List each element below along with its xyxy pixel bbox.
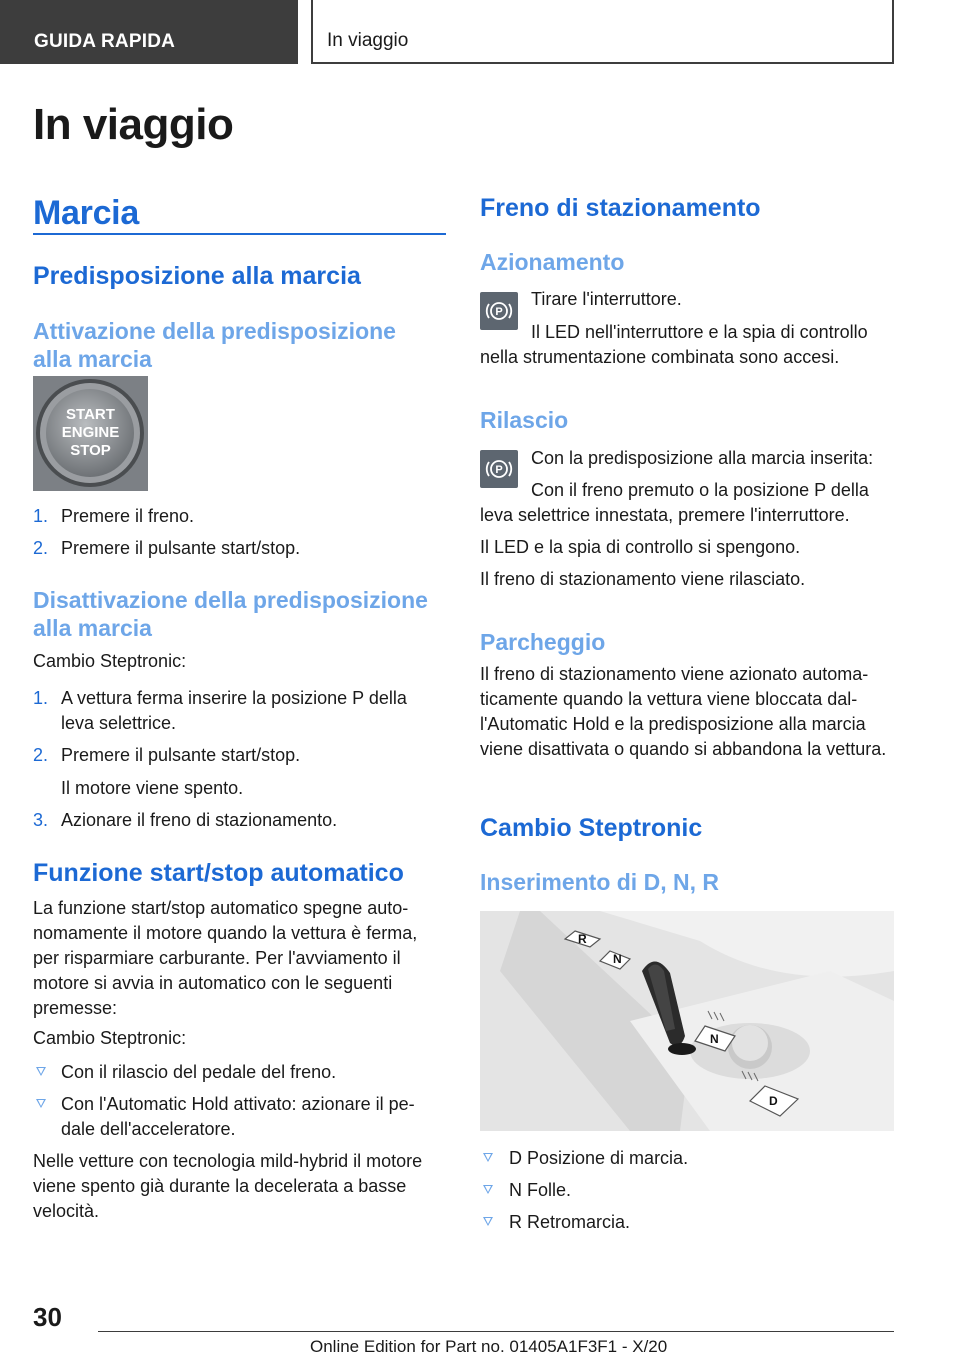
heading-attivazione: Attivazione della predisposizione alla marcia [33, 318, 396, 372]
rilascio-text-2: Con il freno premuto o la posizione P della leva selettrice innestata, premere l'interruttore. [480, 480, 869, 525]
heading-freno-stazionamento: Freno di stazionamento [480, 194, 761, 222]
rilascio-text-4: Il freno di stazionamento viene rilasciato. [480, 569, 806, 589]
gear-bullet-text: D Posizione di marcia. [509, 1148, 689, 1168]
bullet-triangle-icon [483, 1217, 493, 1226]
heading-startstop: Funzione start/stop automatico [33, 859, 404, 887]
header-section-label: GUIDA RAPIDA [34, 31, 176, 52]
heading-cambio-steptronic: Cambio Steptronic [480, 814, 703, 842]
gear-label-r: R [578, 932, 587, 946]
mildhybrid-paragraph: Nelle vetture con tecnologia mild-hybrid il motore viene spento già durante la decelerata a basse velocità. [33, 1151, 423, 1221]
gear-selector-image [480, 911, 894, 1131]
page-title: In viaggio [33, 100, 234, 149]
step-text: A vettura ferma inserire la posizione P della leva selettrice. [61, 688, 407, 733]
azionamento-text-1: Tirare l'interruttore. [531, 289, 682, 309]
bullet-triangle-icon [36, 1067, 46, 1076]
cambio-label: Cambio Steptronic: [33, 1028, 187, 1048]
heading-rule [33, 233, 446, 235]
step-number: 2. [33, 745, 49, 765]
gear-label-n: N [710, 1032, 719, 1046]
header-chapter-label: In viaggio [327, 30, 409, 51]
heading-predisposizione: Predisposizione alla marcia [33, 262, 361, 290]
gear-label-n: N [613, 952, 622, 966]
rilascio-text-1: Con la predisposizione alla marcia inserita: [531, 448, 874, 468]
button-text-stop: STOP [70, 442, 111, 459]
step-number: 3. [33, 810, 49, 830]
step-text: Premere il freno. [61, 506, 195, 526]
heading-parcheggio: Parcheggio [480, 629, 606, 655]
step-number: 1. [33, 506, 49, 526]
step-subtext: Il motore viene spento. [61, 778, 244, 798]
start-stop-button-image [33, 376, 148, 491]
rilascio-text-3: Il LED e la spia di controllo si spengono. [480, 537, 801, 557]
parcheggio-paragraph: Il freno di stazionamento viene azionato automaticamente quando la vettura viene bloccata dall'Automatic Hold e la predisposizione alla marcia viene disattivata o quando si abbandona la vettura. [480, 664, 887, 759]
gear-label-d: D [769, 1094, 778, 1108]
footer-rule [98, 1331, 894, 1332]
startstop-paragraph: La funzione start/stop automatico spegne autonomamente il motore quando la vettura è ferma, per risparmiare carburante. Per l'avviamento il motore si avvia in automatico con le seguenti premesse: [33, 898, 418, 1018]
header-chapter-tab [311, 0, 894, 64]
header-section-tab [0, 0, 298, 64]
gear-bullet-text: N Folle. [509, 1180, 572, 1200]
bullet-text: Con il rilascio del pedale del freno. [61, 1062, 337, 1082]
bullet-text: Con l'Automatic Hold attivato: azionare il pedale dell'acceleratore. [61, 1094, 415, 1139]
bullet-triangle-icon [36, 1099, 46, 1108]
footer-edition: Online Edition for Part no. 01405A1F3F1 - X/20 [310, 1337, 668, 1356]
step-text: Azionare il freno di stazionamento. [61, 810, 338, 830]
step-text: Premere il pulsante start/stop. [61, 538, 301, 558]
heading-azionamento: Azionamento [480, 249, 625, 275]
bullet-triangle-icon [483, 1185, 493, 1194]
heading-rilascio: Rilascio [480, 407, 569, 433]
gear-bullet-text: R Retromarcia. [509, 1212, 631, 1232]
heading-marcia: Marcia [33, 194, 139, 232]
svg-text:P: P [495, 306, 503, 318]
button-text-engine: ENGINE [61, 424, 120, 441]
page-number: 30 [33, 1302, 62, 1332]
step-number: 2. [33, 538, 49, 558]
heading-disattivazione: Disattivazione della predisposizione alla marcia [33, 587, 428, 641]
step-number: 1. [33, 688, 49, 708]
heading-inserimento: Inserimento di D, N, R [480, 869, 719, 895]
svg-text:P: P [495, 464, 503, 476]
cambio-label: Cambio Steptronic: [33, 651, 187, 671]
button-text-start: START [66, 406, 115, 423]
step-text: Premere il pulsante start/stop. [61, 745, 301, 765]
bullet-triangle-icon [483, 1153, 493, 1162]
azionamento-text-2: Il LED nell'interruttore e la spia di controllo nella strumentazione combinata sono accesi. [480, 322, 868, 367]
